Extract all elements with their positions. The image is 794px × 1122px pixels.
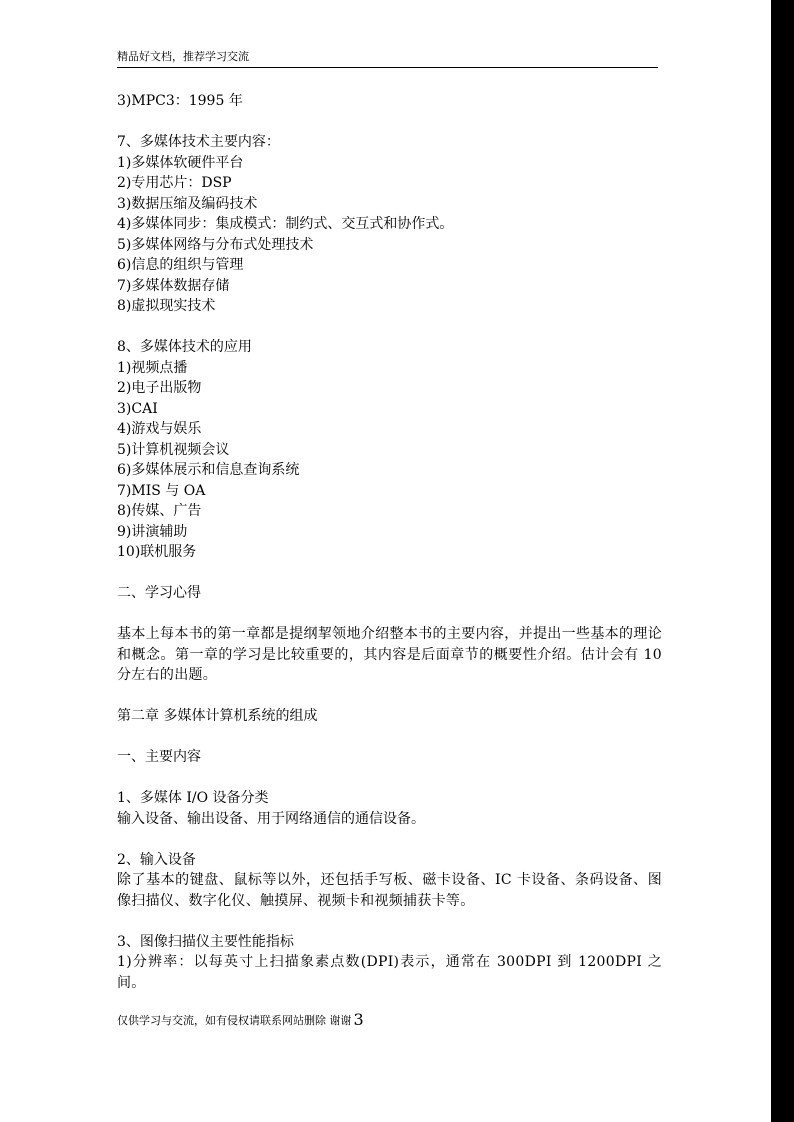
text-line: 6)多媒体展示和信息查询系统 xyxy=(117,462,300,478)
text-line: 5)计算机视频会议 xyxy=(117,441,230,458)
text-line: 第二章 多媒体计算机系统的组成 xyxy=(117,708,318,724)
page-footer xyxy=(117,1012,364,1029)
block-spacer xyxy=(117,829,662,850)
text-line: 二、学习心得 xyxy=(117,585,201,601)
text-line: 2、输入设备 xyxy=(117,851,196,868)
block-spacer xyxy=(117,112,662,133)
text-line: 6)信息的组织与管理 xyxy=(117,257,244,273)
text-line: 3)数据压缩及编码技术 xyxy=(117,195,258,212)
text-paragraph: 除了基本的键盘、鼠标等以外，还包括手写板、磁卡设备、IC 卡设备、条码设备、图像扫描仪、数字化仪、触摸屏、视频卡和视频捕获卡等。 xyxy=(117,872,662,909)
page-edge-bar xyxy=(771,0,794,1122)
text-paragraph: 基本上每本书的第一章都是提纲挈领地介绍整本书的主要内容，并提出一些基本的理论和概念。第一章的学习是比较重要的，其内容是后面章节的概要性介绍。估计会有 10 分左右的出题。 xyxy=(117,626,662,683)
text-line: 4)多媒体同步：集成模式：制约式、交互式和协作式。 xyxy=(117,216,454,232)
text-line: 7、多媒体技术主要内容： xyxy=(117,134,280,150)
footer-text: 仅供学习与交流，如有侵权请联系网站删除 谢谢 xyxy=(117,1014,352,1027)
text-line: 一、主要内容 xyxy=(117,749,201,765)
text-line: 2)专用芯片：DSP xyxy=(117,175,232,191)
text-line: 3、图像扫描仪主要性能指标 xyxy=(117,933,294,950)
page-number: 3 xyxy=(353,1010,364,1029)
text-line: 5)多媒体网络与分布式处理技术 xyxy=(117,236,314,253)
text-line: 7)MIS 与 OA xyxy=(117,482,206,499)
text-line: 输入设备、输出设备、用于网络通信的通信设备。 xyxy=(117,810,425,827)
block-spacer xyxy=(117,768,662,789)
text-line: 1)视频点播 xyxy=(117,359,188,376)
block-spacer xyxy=(117,604,662,625)
text-line: 8、多媒体技术的应用 xyxy=(117,339,252,355)
block-spacer xyxy=(117,686,662,707)
text-block xyxy=(117,337,662,563)
text-line: 3)MPC3：1995 年 xyxy=(117,93,243,109)
text-line: 10)联机服务 xyxy=(117,544,197,560)
text-paragraph: 1)分辨率：以每英寸上扫描象素点数(DPI)表示，通常在 300DPI 到 1200DPI 之间。 xyxy=(117,954,662,991)
text-line: 8)虚拟现实技术 xyxy=(117,298,216,314)
text-block xyxy=(117,932,662,994)
text-block xyxy=(117,850,662,912)
text-block xyxy=(117,747,662,768)
text-block xyxy=(117,788,662,829)
text-block xyxy=(117,91,662,112)
text-line: 9)讲演辅助 xyxy=(117,523,188,540)
text-line: 1)多媒体软硬件平台 xyxy=(117,154,244,171)
text-line: 3)CAI xyxy=(117,400,158,417)
block-spacer xyxy=(117,563,662,584)
text-block xyxy=(117,583,662,604)
text-line: 8)传媒、广告 xyxy=(117,503,202,519)
block-spacer xyxy=(117,911,662,932)
text-block xyxy=(117,132,662,317)
text-block xyxy=(117,706,662,727)
text-line: 1、多媒体 I/O 设备分类 xyxy=(117,790,269,806)
document-body xyxy=(117,91,662,993)
text-block xyxy=(117,624,662,686)
block-spacer xyxy=(117,317,662,338)
text-line: 2)电子出版物 xyxy=(117,380,202,396)
page-header: 精品好文档，推荐学习交流 xyxy=(117,50,658,68)
text-line: 7)多媒体数据存储 xyxy=(117,277,230,294)
text-line: 4)游戏与娱乐 xyxy=(117,421,202,437)
block-spacer xyxy=(117,727,662,748)
